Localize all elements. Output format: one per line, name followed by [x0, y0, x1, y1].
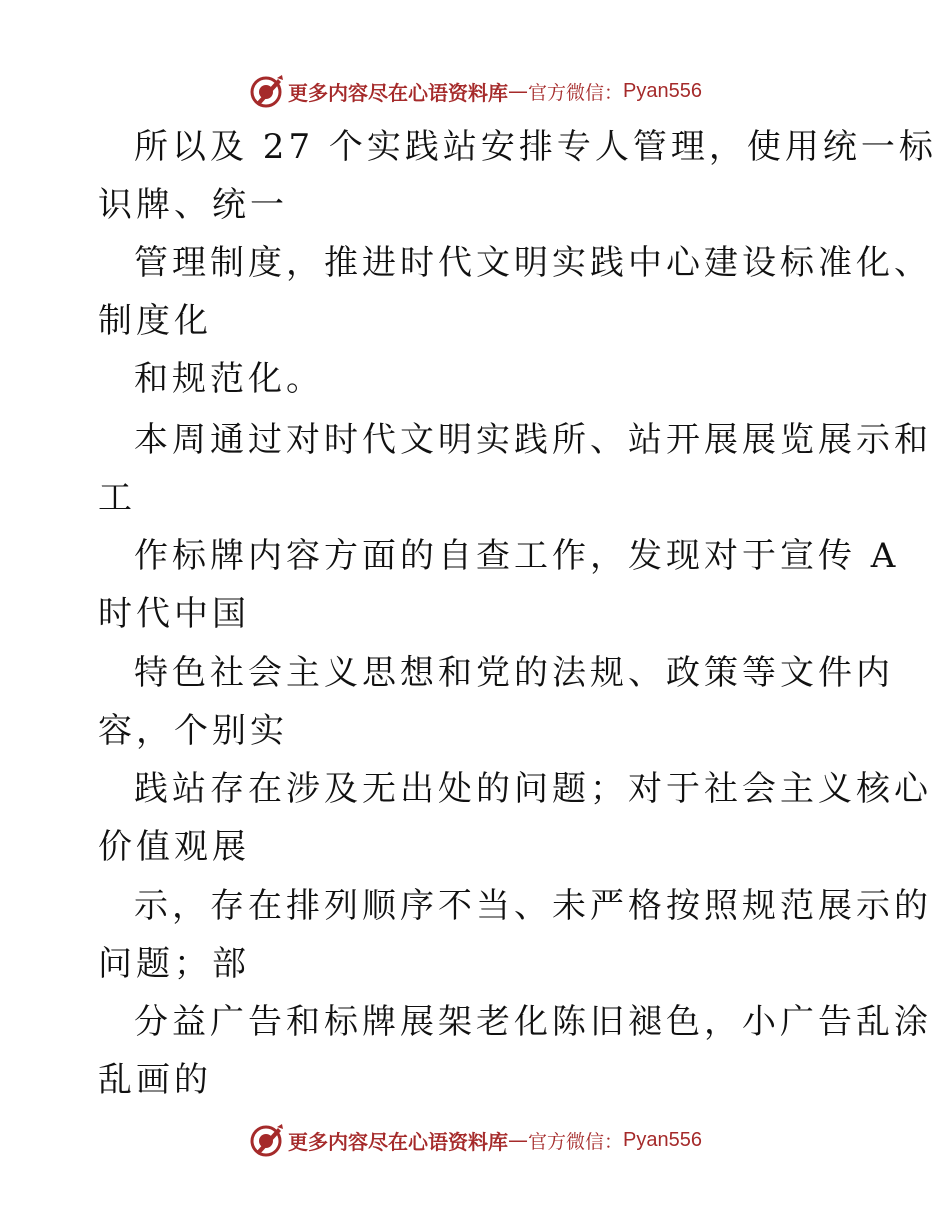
- pen-logo-icon: [248, 73, 284, 109]
- pen-logo-icon: [248, 1122, 284, 1158]
- body-line-7: 工: [98, 478, 136, 518]
- header-banner: [0, 71, 950, 111]
- header-brand: 更多内容尽在心语资料库: [288, 80, 508, 105]
- header-wechat-label: 官方微信：: [528, 81, 624, 104]
- footer-wechat-label: 官方微信：: [528, 1130, 624, 1153]
- body-line-8: 作标牌内容方面的自查工作，发现对于宣传 A: [134, 536, 900, 576]
- body-line-14: 示，存在排列顺序不当、未严格按照规范展示的: [134, 886, 932, 926]
- body-line-11: 容，个别实: [98, 711, 288, 751]
- body-line-15: 问题；部: [98, 944, 250, 984]
- header-wechat-id: Pyan556: [623, 79, 702, 102]
- body-line-2: 识牌、统一: [98, 185, 288, 225]
- body-line-13: 价值观展: [98, 827, 250, 867]
- footer-banner: [0, 1120, 950, 1160]
- footer-brand: 更多内容尽在心语资料库: [288, 1129, 508, 1154]
- body-line-12: 践站存在涉及无出处的问题；对于社会主义核心: [134, 769, 932, 809]
- footer-dash: —: [508, 1128, 528, 1152]
- body-line-16: 分益广告和标牌展架老化陈旧褪色，小广告乱涂: [134, 1002, 932, 1042]
- body-line-9: 时代中国: [98, 594, 250, 634]
- body-line-3: 管理制度，推进时代文明实践中心建设标准化、: [134, 243, 932, 283]
- body-line-1: 所以及 27 个实践站安排专人管理，使用统一标: [134, 127, 937, 167]
- header-dash: —: [508, 79, 528, 103]
- body-line-4: 制度化: [98, 301, 212, 341]
- footer-wechat-id: Pyan556: [623, 1128, 702, 1151]
- body-line-17: 乱画的: [98, 1060, 212, 1100]
- body-line-6: 本周通过对时代文明实践所、站开展展览展示和: [134, 420, 932, 460]
- body-line-10: 特色社会主义思想和党的法规、政策等文件内: [134, 653, 894, 693]
- body-line-5: 和规范化。: [134, 359, 324, 399]
